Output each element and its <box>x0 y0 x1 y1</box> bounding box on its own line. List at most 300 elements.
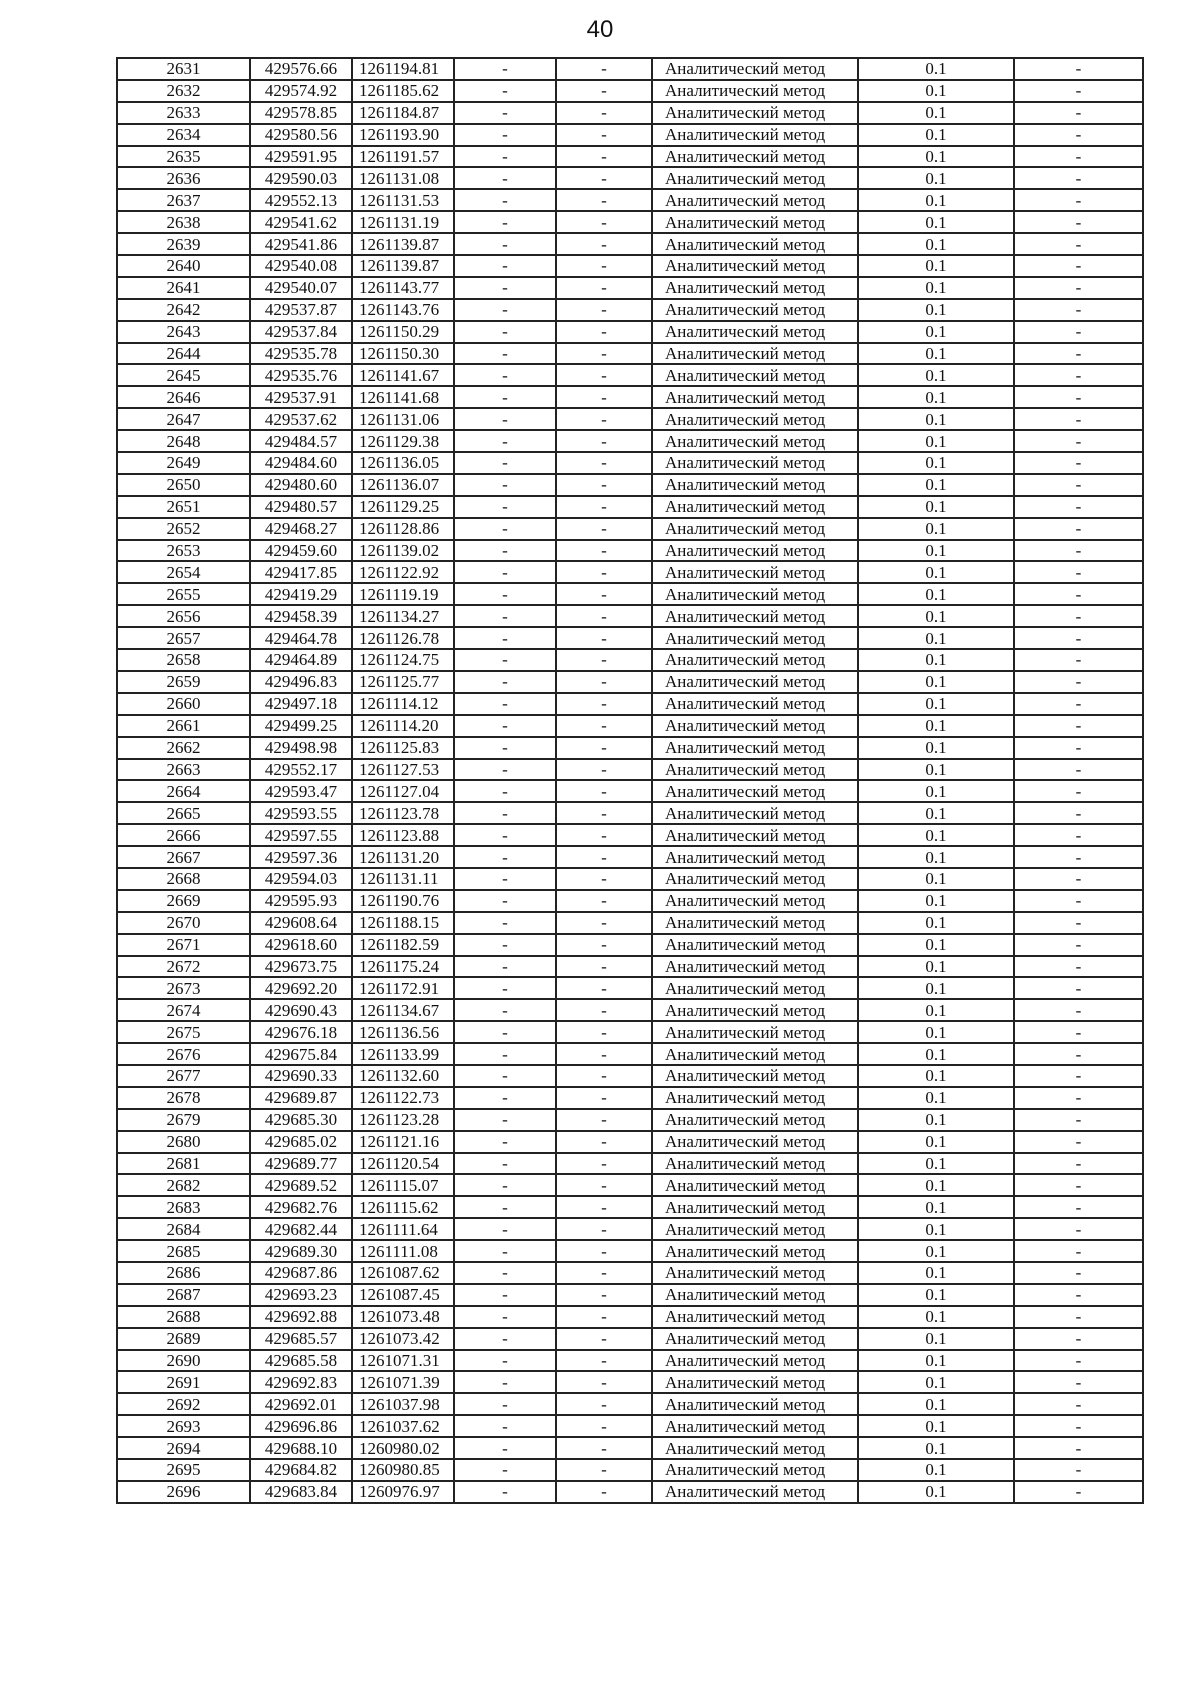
empty-cell-b: - <box>556 474 652 496</box>
y-coordinate-cell: 1261184.87 <box>352 102 454 124</box>
x-coordinate-cell: 429690.43 <box>250 999 352 1021</box>
table-row <box>117 1415 1143 1437</box>
method-cell: Аналитический метод <box>652 1087 858 1109</box>
x-coordinate-cell: 429576.66 <box>250 58 352 80</box>
accuracy-cell: 0.1 <box>858 255 1014 277</box>
table-row <box>117 1043 1143 1065</box>
point-number-cell: 2639 <box>117 233 250 255</box>
y-coordinate-cell: 1261115.62 <box>352 1196 454 1218</box>
accuracy-cell: 0.1 <box>858 496 1014 518</box>
x-coordinate-cell: 429540.08 <box>250 255 352 277</box>
empty-cell-b: - <box>556 518 652 540</box>
empty-cell-b: - <box>556 1131 652 1153</box>
accuracy-cell: 0.1 <box>858 233 1014 255</box>
accuracy-cell: 0.1 <box>858 693 1014 715</box>
x-coordinate-cell: 429574.92 <box>250 80 352 102</box>
table-row <box>117 868 1143 890</box>
empty-cell-b: - <box>556 759 652 781</box>
empty-cell-a: - <box>454 759 556 781</box>
method-cell: Аналитический метод <box>652 474 858 496</box>
x-coordinate-cell: 429552.17 <box>250 759 352 781</box>
table-row <box>117 605 1143 627</box>
empty-cell-c: - <box>1014 934 1143 956</box>
empty-cell-b: - <box>556 58 652 80</box>
method-cell: Аналитический метод <box>652 58 858 80</box>
table-row <box>117 802 1143 824</box>
point-number-cell: 2642 <box>117 299 250 321</box>
table-row <box>117 146 1143 168</box>
point-number-cell: 2636 <box>117 167 250 189</box>
empty-cell-a: - <box>454 146 556 168</box>
method-cell: Аналитический метод <box>652 124 858 146</box>
empty-cell-a: - <box>454 846 556 868</box>
empty-cell-a: - <box>454 189 556 211</box>
method-cell: Аналитический метод <box>652 1437 858 1459</box>
method-cell: Аналитический метод <box>652 846 858 868</box>
accuracy-cell: 0.1 <box>858 1021 1014 1043</box>
table-row <box>117 1109 1143 1131</box>
empty-cell-a: - <box>454 299 556 321</box>
empty-cell-c: - <box>1014 1174 1143 1196</box>
table-row <box>117 299 1143 321</box>
empty-cell-c: - <box>1014 233 1143 255</box>
table-row <box>117 102 1143 124</box>
point-number-cell: 2645 <box>117 364 250 386</box>
empty-cell-b: - <box>556 189 652 211</box>
x-coordinate-cell: 429595.93 <box>250 890 352 912</box>
x-coordinate-cell: 429676.18 <box>250 1021 352 1043</box>
accuracy-cell: 0.1 <box>858 1218 1014 1240</box>
accuracy-cell: 0.1 <box>858 890 1014 912</box>
method-cell: Аналитический метод <box>652 1131 858 1153</box>
empty-cell-c: - <box>1014 1196 1143 1218</box>
empty-cell-b: - <box>556 934 652 956</box>
method-cell: Аналитический метод <box>652 1415 858 1437</box>
table-body <box>117 58 1143 1503</box>
y-coordinate-cell: 1261120.54 <box>352 1153 454 1175</box>
table-row <box>117 474 1143 496</box>
x-coordinate-cell: 429497.18 <box>250 693 352 715</box>
x-coordinate-cell: 429692.88 <box>250 1306 352 1328</box>
empty-cell-c: - <box>1014 1065 1143 1087</box>
empty-cell-b: - <box>556 430 652 452</box>
accuracy-cell: 0.1 <box>858 780 1014 802</box>
empty-cell-a: - <box>454 1153 556 1175</box>
empty-cell-a: - <box>454 102 556 124</box>
point-number-cell: 2673 <box>117 977 250 999</box>
point-number-cell: 2634 <box>117 124 250 146</box>
y-coordinate-cell: 1261127.53 <box>352 759 454 781</box>
empty-cell-b: - <box>556 496 652 518</box>
empty-cell-a: - <box>454 912 556 934</box>
empty-cell-b: - <box>556 868 652 890</box>
empty-cell-c: - <box>1014 1109 1143 1131</box>
point-number-cell: 2662 <box>117 737 250 759</box>
point-number-cell: 2661 <box>117 715 250 737</box>
method-cell: Аналитический метод <box>652 299 858 321</box>
method-cell: Аналитический метод <box>652 999 858 1021</box>
empty-cell-c: - <box>1014 605 1143 627</box>
point-number-cell: 2637 <box>117 189 250 211</box>
empty-cell-a: - <box>454 211 556 233</box>
accuracy-cell: 0.1 <box>858 430 1014 452</box>
empty-cell-a: - <box>454 518 556 540</box>
y-coordinate-cell: 1261139.87 <box>352 255 454 277</box>
empty-cell-a: - <box>454 167 556 189</box>
table-row <box>117 124 1143 146</box>
empty-cell-b: - <box>556 977 652 999</box>
y-coordinate-cell: 1261172.91 <box>352 977 454 999</box>
method-cell: Аналитический метод <box>652 1153 858 1175</box>
method-cell: Аналитический метод <box>652 934 858 956</box>
empty-cell-c: - <box>1014 977 1143 999</box>
x-coordinate-cell: 429591.95 <box>250 146 352 168</box>
empty-cell-a: - <box>454 233 556 255</box>
y-coordinate-cell: 1261124.75 <box>352 649 454 671</box>
method-cell: Аналитический метод <box>652 1262 858 1284</box>
point-number-cell: 2659 <box>117 671 250 693</box>
point-number-cell: 2691 <box>117 1371 250 1393</box>
coordinates-table <box>116 57 1144 1504</box>
y-coordinate-cell: 1261115.07 <box>352 1174 454 1196</box>
point-number-cell: 2648 <box>117 430 250 452</box>
empty-cell-c: - <box>1014 649 1143 671</box>
empty-cell-b: - <box>556 1043 652 1065</box>
empty-cell-c: - <box>1014 124 1143 146</box>
table-row <box>117 561 1143 583</box>
point-number-cell: 2695 <box>117 1459 250 1481</box>
y-coordinate-cell: 1261121.16 <box>352 1131 454 1153</box>
point-number-cell: 2638 <box>117 211 250 233</box>
empty-cell-b: - <box>556 1371 652 1393</box>
table-row <box>117 1087 1143 1109</box>
y-coordinate-cell: 1261122.73 <box>352 1087 454 1109</box>
point-number-cell: 2665 <box>117 802 250 824</box>
table-row <box>117 1196 1143 1218</box>
point-number-cell: 2649 <box>117 452 250 474</box>
point-number-cell: 2692 <box>117 1393 250 1415</box>
table-row <box>117 956 1143 978</box>
table-row <box>117 167 1143 189</box>
empty-cell-a: - <box>454 1393 556 1415</box>
empty-cell-b: - <box>556 1109 652 1131</box>
y-coordinate-cell: 1260976.97 <box>352 1481 454 1503</box>
empty-cell-c: - <box>1014 1284 1143 1306</box>
empty-cell-a: - <box>454 1371 556 1393</box>
empty-cell-b: - <box>556 912 652 934</box>
accuracy-cell: 0.1 <box>858 277 1014 299</box>
empty-cell-c: - <box>1014 1087 1143 1109</box>
empty-cell-b: - <box>556 1196 652 1218</box>
x-coordinate-cell: 429541.86 <box>250 233 352 255</box>
accuracy-cell: 0.1 <box>858 1415 1014 1437</box>
table-row <box>117 1350 1143 1372</box>
empty-cell-b: - <box>556 999 652 1021</box>
point-number-cell: 2670 <box>117 912 250 934</box>
empty-cell-a: - <box>454 934 556 956</box>
method-cell: Аналитический метод <box>652 277 858 299</box>
method-cell: Аналитический метод <box>652 780 858 802</box>
point-number-cell: 2641 <box>117 277 250 299</box>
point-number-cell: 2672 <box>117 956 250 978</box>
empty-cell-a: - <box>454 474 556 496</box>
accuracy-cell: 0.1 <box>858 1437 1014 1459</box>
table-row <box>117 1065 1143 1087</box>
x-coordinate-cell: 429618.60 <box>250 934 352 956</box>
empty-cell-b: - <box>556 1218 652 1240</box>
point-number-cell: 2656 <box>117 605 250 627</box>
x-coordinate-cell: 429682.44 <box>250 1218 352 1240</box>
method-cell: Аналитический метод <box>652 802 858 824</box>
empty-cell-c: - <box>1014 343 1143 365</box>
y-coordinate-cell: 1261150.30 <box>352 343 454 365</box>
table-row <box>117 977 1143 999</box>
table-row <box>117 1459 1143 1481</box>
method-cell: Аналитический метод <box>652 540 858 562</box>
accuracy-cell: 0.1 <box>858 124 1014 146</box>
empty-cell-a: - <box>454 386 556 408</box>
x-coordinate-cell: 429692.01 <box>250 1393 352 1415</box>
y-coordinate-cell: 1261150.29 <box>352 321 454 343</box>
empty-cell-b: - <box>556 1437 652 1459</box>
x-coordinate-cell: 429540.07 <box>250 277 352 299</box>
table-row <box>117 1218 1143 1240</box>
method-cell: Аналитический метод <box>652 1393 858 1415</box>
x-coordinate-cell: 429484.57 <box>250 430 352 452</box>
method-cell: Аналитический метод <box>652 496 858 518</box>
method-cell: Аналитический метод <box>652 146 858 168</box>
empty-cell-a: - <box>454 1350 556 1372</box>
table-row <box>117 737 1143 759</box>
empty-cell-a: - <box>454 977 556 999</box>
y-coordinate-cell: 1261119.19 <box>352 583 454 605</box>
y-coordinate-cell: 1261175.24 <box>352 956 454 978</box>
x-coordinate-cell: 429696.86 <box>250 1415 352 1437</box>
point-number-cell: 2676 <box>117 1043 250 1065</box>
point-number-cell: 2690 <box>117 1350 250 1372</box>
accuracy-cell: 0.1 <box>858 583 1014 605</box>
x-coordinate-cell: 429590.03 <box>250 167 352 189</box>
accuracy-cell: 0.1 <box>858 343 1014 365</box>
method-cell: Аналитический метод <box>652 693 858 715</box>
accuracy-cell: 0.1 <box>858 1393 1014 1415</box>
empty-cell-c: - <box>1014 211 1143 233</box>
method-cell: Аналитический метод <box>652 868 858 890</box>
y-coordinate-cell: 1261122.92 <box>352 561 454 583</box>
x-coordinate-cell: 429683.84 <box>250 1481 352 1503</box>
empty-cell-b: - <box>556 386 652 408</box>
empty-cell-c: - <box>1014 540 1143 562</box>
empty-cell-b: - <box>556 715 652 737</box>
method-cell: Аналитический метод <box>652 518 858 540</box>
empty-cell-b: - <box>556 802 652 824</box>
empty-cell-a: - <box>454 693 556 715</box>
empty-cell-a: - <box>454 1306 556 1328</box>
accuracy-cell: 0.1 <box>858 167 1014 189</box>
empty-cell-c: - <box>1014 999 1143 1021</box>
point-number-cell: 2693 <box>117 1415 250 1437</box>
point-number-cell: 2633 <box>117 102 250 124</box>
empty-cell-a: - <box>454 605 556 627</box>
empty-cell-b: - <box>556 627 652 649</box>
y-coordinate-cell: 1261131.53 <box>352 189 454 211</box>
table-row <box>117 1328 1143 1350</box>
empty-cell-c: - <box>1014 80 1143 102</box>
y-coordinate-cell: 1261129.38 <box>352 430 454 452</box>
point-number-cell: 2678 <box>117 1087 250 1109</box>
empty-cell-b: - <box>556 561 652 583</box>
empty-cell-a: - <box>454 1043 556 1065</box>
empty-cell-a: - <box>454 1240 556 1262</box>
table-row <box>117 627 1143 649</box>
x-coordinate-cell: 429535.76 <box>250 364 352 386</box>
point-number-cell: 2669 <box>117 890 250 912</box>
empty-cell-a: - <box>454 1065 556 1087</box>
empty-cell-c: - <box>1014 956 1143 978</box>
x-coordinate-cell: 429597.55 <box>250 824 352 846</box>
y-coordinate-cell: 1260980.02 <box>352 1437 454 1459</box>
empty-cell-c: - <box>1014 824 1143 846</box>
empty-cell-a: - <box>454 1131 556 1153</box>
x-coordinate-cell: 429580.56 <box>250 124 352 146</box>
x-coordinate-cell: 429498.98 <box>250 737 352 759</box>
empty-cell-b: - <box>556 890 652 912</box>
table-row <box>117 540 1143 562</box>
x-coordinate-cell: 429537.62 <box>250 408 352 430</box>
x-coordinate-cell: 429552.13 <box>250 189 352 211</box>
point-number-cell: 2674 <box>117 999 250 1021</box>
method-cell: Аналитический метод <box>652 1284 858 1306</box>
empty-cell-c: - <box>1014 255 1143 277</box>
accuracy-cell: 0.1 <box>858 1350 1014 1372</box>
accuracy-cell: 0.1 <box>858 1043 1014 1065</box>
empty-cell-a: - <box>454 1196 556 1218</box>
method-cell: Аналитический метод <box>652 1196 858 1218</box>
y-coordinate-cell: 1261125.77 <box>352 671 454 693</box>
point-number-cell: 2685 <box>117 1240 250 1262</box>
y-coordinate-cell: 1261037.62 <box>352 1415 454 1437</box>
empty-cell-b: - <box>556 102 652 124</box>
empty-cell-b: - <box>556 299 652 321</box>
accuracy-cell: 0.1 <box>858 671 1014 693</box>
x-coordinate-cell: 429537.84 <box>250 321 352 343</box>
x-coordinate-cell: 429419.29 <box>250 583 352 605</box>
x-coordinate-cell: 429578.85 <box>250 102 352 124</box>
empty-cell-c: - <box>1014 408 1143 430</box>
x-coordinate-cell: 429692.20 <box>250 977 352 999</box>
y-coordinate-cell: 1261136.07 <box>352 474 454 496</box>
accuracy-cell: 0.1 <box>858 977 1014 999</box>
table-row <box>117 999 1143 1021</box>
method-cell: Аналитический метод <box>652 1109 858 1131</box>
point-number-cell: 2664 <box>117 780 250 802</box>
table-row <box>117 255 1143 277</box>
method-cell: Аналитический метод <box>652 321 858 343</box>
table-row <box>117 671 1143 693</box>
table-row <box>117 1174 1143 1196</box>
accuracy-cell: 0.1 <box>858 102 1014 124</box>
y-coordinate-cell: 1261139.87 <box>352 233 454 255</box>
table-row <box>117 1481 1143 1503</box>
point-number-cell: 2667 <box>117 846 250 868</box>
method-cell: Аналитический метод <box>652 167 858 189</box>
x-coordinate-cell: 429689.87 <box>250 1087 352 1109</box>
x-coordinate-cell: 429689.30 <box>250 1240 352 1262</box>
point-number-cell: 2675 <box>117 1021 250 1043</box>
empty-cell-b: - <box>556 1284 652 1306</box>
empty-cell-c: - <box>1014 780 1143 802</box>
accuracy-cell: 0.1 <box>858 1131 1014 1153</box>
empty-cell-b: - <box>556 1328 652 1350</box>
table-row <box>117 780 1143 802</box>
empty-cell-b: - <box>556 1153 652 1175</box>
x-coordinate-cell: 429689.77 <box>250 1153 352 1175</box>
empty-cell-a: - <box>454 1109 556 1131</box>
accuracy-cell: 0.1 <box>858 605 1014 627</box>
empty-cell-c: - <box>1014 299 1143 321</box>
x-coordinate-cell: 429597.36 <box>250 846 352 868</box>
empty-cell-c: - <box>1014 452 1143 474</box>
empty-cell-c: - <box>1014 430 1143 452</box>
table-row <box>117 58 1143 80</box>
empty-cell-c: - <box>1014 1131 1143 1153</box>
accuracy-cell: 0.1 <box>858 1174 1014 1196</box>
table-row <box>117 211 1143 233</box>
empty-cell-b: - <box>556 321 652 343</box>
point-number-cell: 2663 <box>117 759 250 781</box>
empty-cell-b: - <box>556 1021 652 1043</box>
point-number-cell: 2681 <box>117 1153 250 1175</box>
y-coordinate-cell: 1261123.88 <box>352 824 454 846</box>
x-coordinate-cell: 429608.64 <box>250 912 352 934</box>
y-coordinate-cell: 1261185.62 <box>352 80 454 102</box>
empty-cell-a: - <box>454 1021 556 1043</box>
method-cell: Аналитический метод <box>652 255 858 277</box>
accuracy-cell: 0.1 <box>858 1481 1014 1503</box>
y-coordinate-cell: 1261141.68 <box>352 386 454 408</box>
point-number-cell: 2653 <box>117 540 250 562</box>
empty-cell-b: - <box>556 1481 652 1503</box>
empty-cell-b: - <box>556 233 652 255</box>
table-row <box>117 1393 1143 1415</box>
method-cell: Аналитический метод <box>652 1174 858 1196</box>
accuracy-cell: 0.1 <box>858 759 1014 781</box>
method-cell: Аналитический метод <box>652 956 858 978</box>
y-coordinate-cell: 1261143.77 <box>352 277 454 299</box>
point-number-cell: 2660 <box>117 693 250 715</box>
empty-cell-b: - <box>556 540 652 562</box>
x-coordinate-cell: 429594.03 <box>250 868 352 890</box>
point-number-cell: 2688 <box>117 1306 250 1328</box>
empty-cell-c: - <box>1014 386 1143 408</box>
empty-cell-b: - <box>556 693 652 715</box>
accuracy-cell: 0.1 <box>858 452 1014 474</box>
y-coordinate-cell: 1261111.08 <box>352 1240 454 1262</box>
table-row <box>117 649 1143 671</box>
x-coordinate-cell: 429417.85 <box>250 561 352 583</box>
accuracy-cell: 0.1 <box>858 999 1014 1021</box>
x-coordinate-cell: 429685.30 <box>250 1109 352 1131</box>
empty-cell-b: - <box>556 146 652 168</box>
empty-cell-a: - <box>454 58 556 80</box>
empty-cell-c: - <box>1014 627 1143 649</box>
y-coordinate-cell: 1261188.15 <box>352 912 454 934</box>
point-number-cell: 2640 <box>117 255 250 277</box>
empty-cell-b: - <box>556 1459 652 1481</box>
y-coordinate-cell: 1261139.02 <box>352 540 454 562</box>
table-row <box>117 1437 1143 1459</box>
accuracy-cell: 0.1 <box>858 1153 1014 1175</box>
